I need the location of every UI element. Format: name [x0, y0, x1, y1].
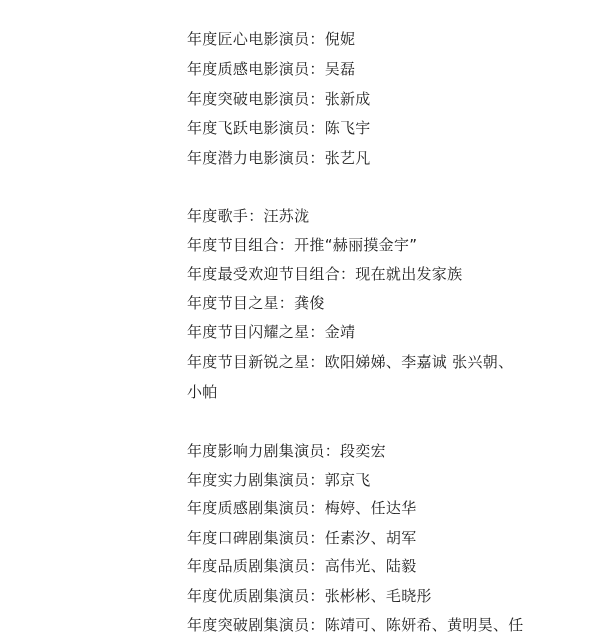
award-line: 年度匠心电影演员：倪妮: [187, 30, 356, 48]
award-line: 年度优质剧集演员：张彬彬、毛晓彤: [187, 587, 432, 605]
award-line-continued: 小帕: [187, 383, 218, 401]
award-line: 年度节目之星：龚俊: [187, 294, 325, 312]
award-line: 年度影响力剧集演员：段奕宏: [187, 442, 386, 460]
award-line: 年度节目组合：开推“赫丽摸金宇”: [187, 236, 418, 254]
award-line: 年度潜力电影演员：张艺凡: [187, 149, 371, 167]
award-line: 年度实力剧集演员：郭京飞: [187, 471, 371, 489]
award-line: 年度质感电影演员：吴磊: [187, 60, 356, 78]
award-line: 年度歌手：汪苏泷: [187, 207, 310, 225]
award-line: 年度品质剧集演员：高伟光、陆毅: [187, 557, 417, 575]
award-line: 年度节目闪耀之星：金靖: [187, 323, 356, 341]
award-line: 年度最受欢迎节目组合：现在就出发家族: [187, 265, 463, 283]
award-line: 年度突破电影演员：张新成: [187, 90, 371, 108]
award-line: 年度质感剧集演员：梅婷、任达华: [187, 499, 417, 517]
award-line: 年度节目新锐之星：欧阳娣娣、李嘉诚 张兴朝、: [187, 353, 514, 371]
award-line: 年度飞跃电影演员：陈飞宇: [187, 119, 371, 137]
award-line: 年度口碑剧集演员：任素汐、胡军: [187, 529, 417, 547]
award-line: 年度突破剧集演员：陈靖可、陈妍希、黄明昊、任: [187, 616, 524, 634]
